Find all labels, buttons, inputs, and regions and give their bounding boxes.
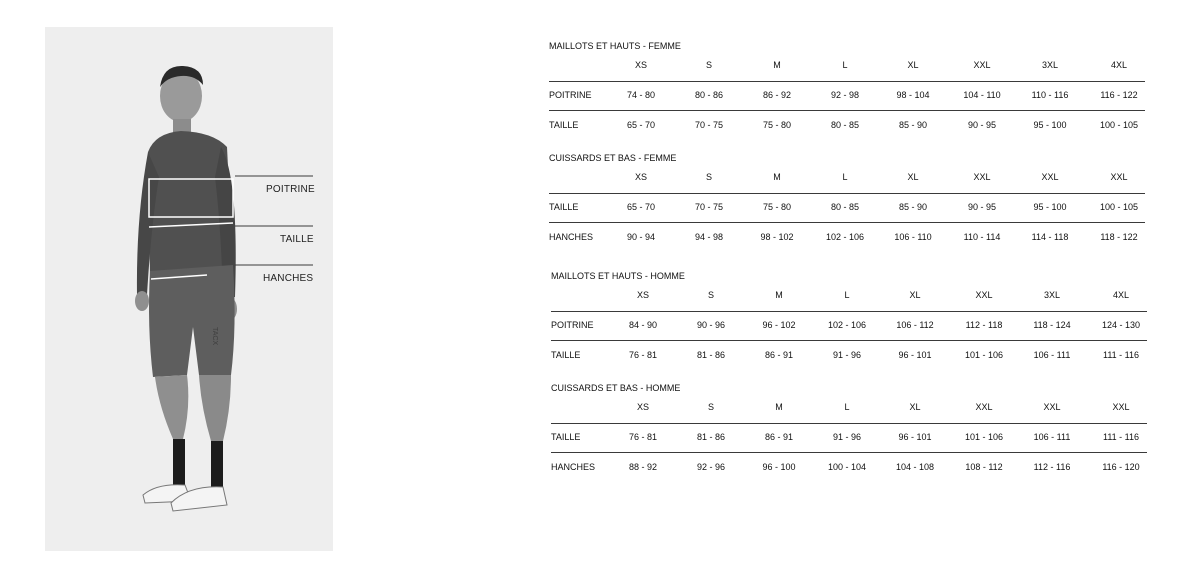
row-label: HANCHES	[549, 232, 594, 242]
measurement-cell: 102 - 106	[825, 232, 865, 242]
measurement-cell: 112 - 118	[965, 320, 1003, 330]
row-divider	[549, 81, 1145, 82]
measurement-cell: 111 - 116	[1102, 350, 1140, 360]
label-poitrine: POITRINE	[266, 184, 315, 195]
table-title: CUISSARDS ET BAS - HOMME	[551, 383, 681, 393]
model-figure	[45, 27, 333, 551]
measurement-cell: 96 - 100	[762, 462, 796, 472]
measurement-cell: 96 - 101	[898, 350, 932, 360]
size-header: S	[707, 402, 714, 412]
left-hand	[135, 291, 149, 311]
size-header: M	[775, 290, 783, 300]
measurement-cell: 111 - 116	[1102, 432, 1140, 442]
measurement-cell: 98 - 104	[896, 90, 930, 100]
size-header: XS	[634, 60, 647, 70]
measurement-cell: 102 - 106	[827, 320, 867, 330]
row-divider	[551, 423, 1147, 424]
measurement-cell: 114 - 118	[1031, 232, 1069, 242]
size-header: L	[842, 172, 848, 182]
measurement-cell: 106 - 110	[894, 232, 932, 242]
row-divider	[551, 452, 1147, 453]
label-taille: TAILLE	[280, 234, 314, 245]
row-divider	[551, 340, 1147, 341]
size-header: XXL	[973, 60, 991, 70]
right-sock	[211, 441, 223, 487]
measurement-cell: 80 - 85	[830, 120, 860, 130]
measurement-cell: 65 - 70	[626, 120, 656, 130]
measurement-cell: 74 - 80	[626, 90, 656, 100]
measurement-cell: 80 - 86	[694, 90, 724, 100]
measurement-cell: 86 - 91	[764, 432, 794, 442]
table-title: CUISSARDS ET BAS - FEMME	[549, 153, 677, 163]
row-divider	[551, 311, 1147, 312]
size-header: L	[842, 60, 848, 70]
measurement-cell: 110 - 116	[1031, 90, 1069, 100]
row-label: TAILLE	[549, 202, 579, 212]
size-header: XXL	[973, 172, 991, 182]
measurement-cell: 86 - 91	[764, 350, 794, 360]
size-header: XS	[636, 290, 649, 300]
measurement-cell: 112 - 116	[1033, 462, 1071, 472]
measurement-cell: 94 - 98	[694, 232, 724, 242]
row-divider	[549, 193, 1145, 194]
measurement-cell: 100 - 105	[1099, 202, 1139, 212]
measurement-cell: 91 - 96	[832, 432, 862, 442]
measurement-cell: 88 - 92	[628, 462, 658, 472]
table-title: MAILLOTS ET HAUTS - FEMME	[549, 41, 681, 51]
size-header: 3XL	[1043, 290, 1060, 300]
measurement-cell: 90 - 95	[967, 202, 997, 212]
measurement-cell: 116 - 122	[1100, 90, 1138, 100]
label-hanches: HANCHES	[263, 273, 314, 284]
size-header: S	[705, 60, 712, 70]
cyclist-illustration	[45, 27, 333, 551]
measurement-cell: 106 - 112	[896, 320, 934, 330]
measurement-cell: 106 - 111	[1033, 350, 1071, 360]
row-label: TAILLE	[551, 350, 581, 360]
row-divider	[549, 222, 1145, 223]
measurement-cell: 86 - 92	[762, 90, 792, 100]
size-table-1	[549, 41, 1145, 141]
measurement-cell: 98 - 102	[760, 232, 794, 242]
row-label: POITRINE	[549, 90, 592, 100]
measurement-cell: 95 - 100	[1033, 202, 1067, 212]
measurement-cell: 101 - 106	[964, 350, 1004, 360]
size-table-2	[549, 153, 1145, 253]
measurement-cell: 85 - 90	[898, 120, 928, 130]
measurement-cell: 96 - 101	[898, 432, 932, 442]
measurement-cell: 96 - 102	[762, 320, 796, 330]
measurement-cell: 81 - 86	[696, 350, 726, 360]
size-header: XS	[634, 172, 647, 182]
measurement-cell: 95 - 100	[1033, 120, 1067, 130]
size-header: S	[705, 172, 712, 182]
size-header: XXL	[1112, 402, 1130, 412]
measurement-cell: 84 - 90	[628, 320, 658, 330]
measurement-cell: 70 - 75	[694, 120, 724, 130]
measurement-cell: 108 - 112	[965, 462, 1003, 472]
size-header: 3XL	[1041, 60, 1058, 70]
size-header: XL	[907, 60, 919, 70]
size-header: L	[844, 290, 850, 300]
measurement-cell: 100 - 104	[827, 462, 867, 472]
size-header: M	[773, 172, 781, 182]
measurement-cell: 91 - 96	[832, 350, 862, 360]
size-header: XL	[907, 172, 919, 182]
row-label: TAILLE	[551, 432, 581, 442]
measurement-cell: 75 - 80	[762, 202, 792, 212]
measurement-cell: 118 - 122	[1100, 232, 1138, 242]
size-header: 4XL	[1112, 290, 1129, 300]
size-header: XXL	[975, 402, 993, 412]
size-header: XXL	[1041, 172, 1059, 182]
measurement-cell: 124 - 130	[1101, 320, 1141, 330]
size-table-4	[551, 383, 1147, 483]
measurement-cell: 90 - 95	[967, 120, 997, 130]
measurement-cell: 81 - 86	[696, 432, 726, 442]
left-sock	[173, 439, 185, 489]
size-header: S	[707, 290, 714, 300]
row-divider	[549, 110, 1145, 111]
size-table-3	[551, 271, 1147, 371]
size-header: XL	[909, 290, 921, 300]
measurement-cell: 118 - 124	[1033, 320, 1071, 330]
measurement-cell: 92 - 96	[696, 462, 726, 472]
measurement-cell: 65 - 70	[626, 202, 656, 212]
size-header: XXL	[975, 290, 993, 300]
measurement-cell: 90 - 94	[626, 232, 656, 242]
size-header: M	[773, 60, 781, 70]
row-label: HANCHES	[551, 462, 596, 472]
table-title: MAILLOTS ET HAUTS - HOMME	[551, 271, 685, 281]
measurement-cell: 101 - 106	[964, 432, 1004, 442]
size-header: XS	[636, 402, 649, 412]
measurement-cell: 76 - 81	[628, 350, 658, 360]
row-label: POITRINE	[551, 320, 594, 330]
measurement-cell: 76 - 81	[628, 432, 658, 442]
size-header: XL	[909, 402, 921, 412]
size-header: XXL	[1110, 172, 1128, 182]
measurement-cell: 106 - 111	[1033, 432, 1071, 442]
measurement-cell: 104 - 110	[963, 90, 1001, 100]
measurement-cell: 92 - 98	[830, 90, 860, 100]
size-header: M	[775, 402, 783, 412]
measurement-cell: 70 - 75	[694, 202, 724, 212]
measurement-cell: 90 - 96	[696, 320, 726, 330]
measurement-cell: 85 - 90	[898, 202, 928, 212]
measurement-cell: 80 - 85	[830, 202, 860, 212]
measurement-cell: 75 - 80	[762, 120, 792, 130]
row-label: TAILLE	[549, 120, 579, 130]
measurement-cell: 110 - 114	[963, 232, 1001, 242]
size-header: L	[844, 402, 850, 412]
measurement-cell: 100 - 105	[1099, 120, 1139, 130]
jersey-watermark: TACX	[211, 327, 218, 346]
size-header: 4XL	[1110, 60, 1127, 70]
size-header: XXL	[1043, 402, 1061, 412]
measurement-cell: 116 - 120	[1102, 462, 1140, 472]
measurement-cell: 104 - 108	[895, 462, 935, 472]
